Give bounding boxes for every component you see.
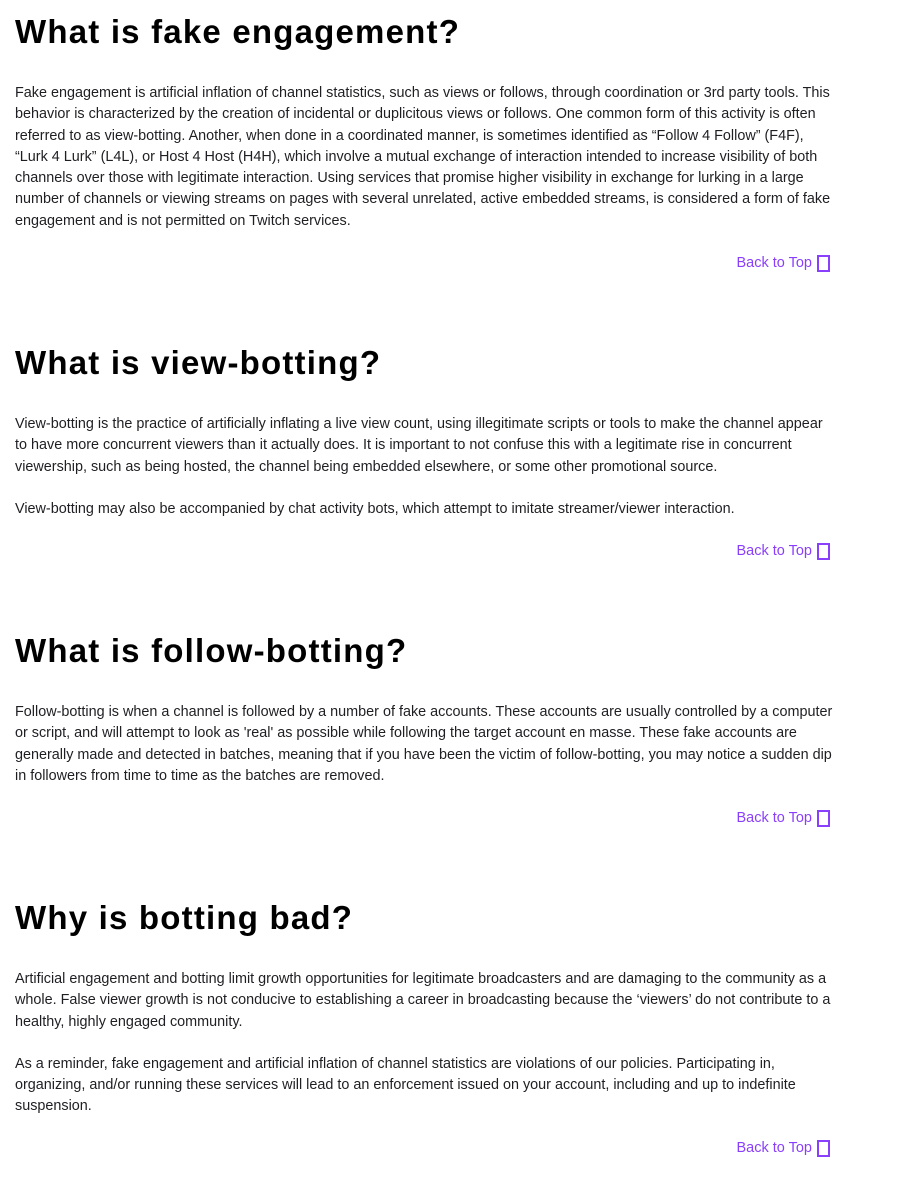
back-to-top-link[interactable] bbox=[736, 809, 830, 827]
back-to-top-link[interactable] bbox=[736, 1139, 830, 1157]
back-to-top-icon bbox=[817, 543, 830, 560]
back-to-top-label: Back to Top bbox=[736, 810, 812, 826]
back-to-top-icon bbox=[817, 255, 830, 272]
section-paragraph: Follow-botting is when a channel is followed by a number of fake accounts. These accounts are usually controlled by a computer or script, and will attempt to look as 'real' as possible while following the target account en masse. These fake accounts are generally made and detected in batches, meaning that if you have been the victim of follow-botting, you may notice a sudden dip in followers from time to time as the batches are removed. bbox=[15, 704, 833, 784]
section-paragraph: Artificial engagement and botting limit growth opportunities for legitimate broadcasters and are damaging to the community as a whole. False viewer growth is not conducive to establishing a career in broadcasting because the ‘viewers’ do not contribute to a healthy, highly engaged community. bbox=[15, 971, 831, 1030]
back-to-top-icon bbox=[817, 1140, 830, 1157]
back-to-top-icon bbox=[817, 810, 830, 827]
section-follow-botting bbox=[15, 632, 835, 787]
section-why-botting-bad bbox=[15, 899, 835, 1118]
section-view-botting bbox=[15, 344, 835, 520]
section-heading: What is fake engagement? bbox=[15, 13, 461, 50]
section-paragraph: Fake engagement is artificial inflation of channel statistics, such as views or follows, through coordination or 3rd party tools. This behavior is characterized by the creation of incidental or duplicitous views or follows. One common form of this activity is often referred to as view-botting. Another, when done in a coordinated manner, is sometimes identified as “Follow 4 Follow” (F4F), “Lurk 4 Lurk” (L4L), or Host 4 Host (H4H), which involve a mutual exchange of interaction intended to increase visibility of both channels over those with legitimate interaction. Using services that promise higher visibility in exchange for lurking in a large number of channels or viewing streams on pages with several unrelated, active embedded streams, is considered a form of fake engagement and is not permitted on Twitch services. bbox=[15, 85, 831, 229]
back-to-top-label: Back to Top bbox=[736, 1140, 812, 1156]
back-to-top-label: Back to Top bbox=[736, 255, 812, 271]
section-heading: What is view-botting? bbox=[15, 344, 382, 381]
back-to-top-link[interactable] bbox=[736, 254, 830, 272]
section-heading: Why is botting bad? bbox=[15, 899, 354, 936]
section-heading: What is follow-botting? bbox=[15, 632, 408, 669]
section-paragraph: View-botting is the practice of artificially inflating a live view count, using illegitimate scripts or tools to make the channel appear to have more concurrent viewers than it actually does. It is important to not confuse this with a legitimate rise in concurrent viewership, such as being hosted, the channel being embedded elsewhere, or some other promotional source. bbox=[15, 416, 823, 475]
section-paragraph: As a reminder, fake engagement and artificial inflation of channel statistics are violations of our policies. Participating in, organizing, and/or running these services will lead to an enforcement issued on your account, including and up to indefinite suspension. bbox=[15, 1055, 796, 1115]
section-fake-engagement bbox=[15, 13, 835, 232]
section-paragraph: View-botting may also be accompanied by chat activity bots, which attempt to imitate streamer/viewer interaction. bbox=[15, 500, 735, 517]
back-to-top-label: Back to Top bbox=[736, 543, 812, 559]
back-to-top-link[interactable] bbox=[736, 542, 830, 560]
